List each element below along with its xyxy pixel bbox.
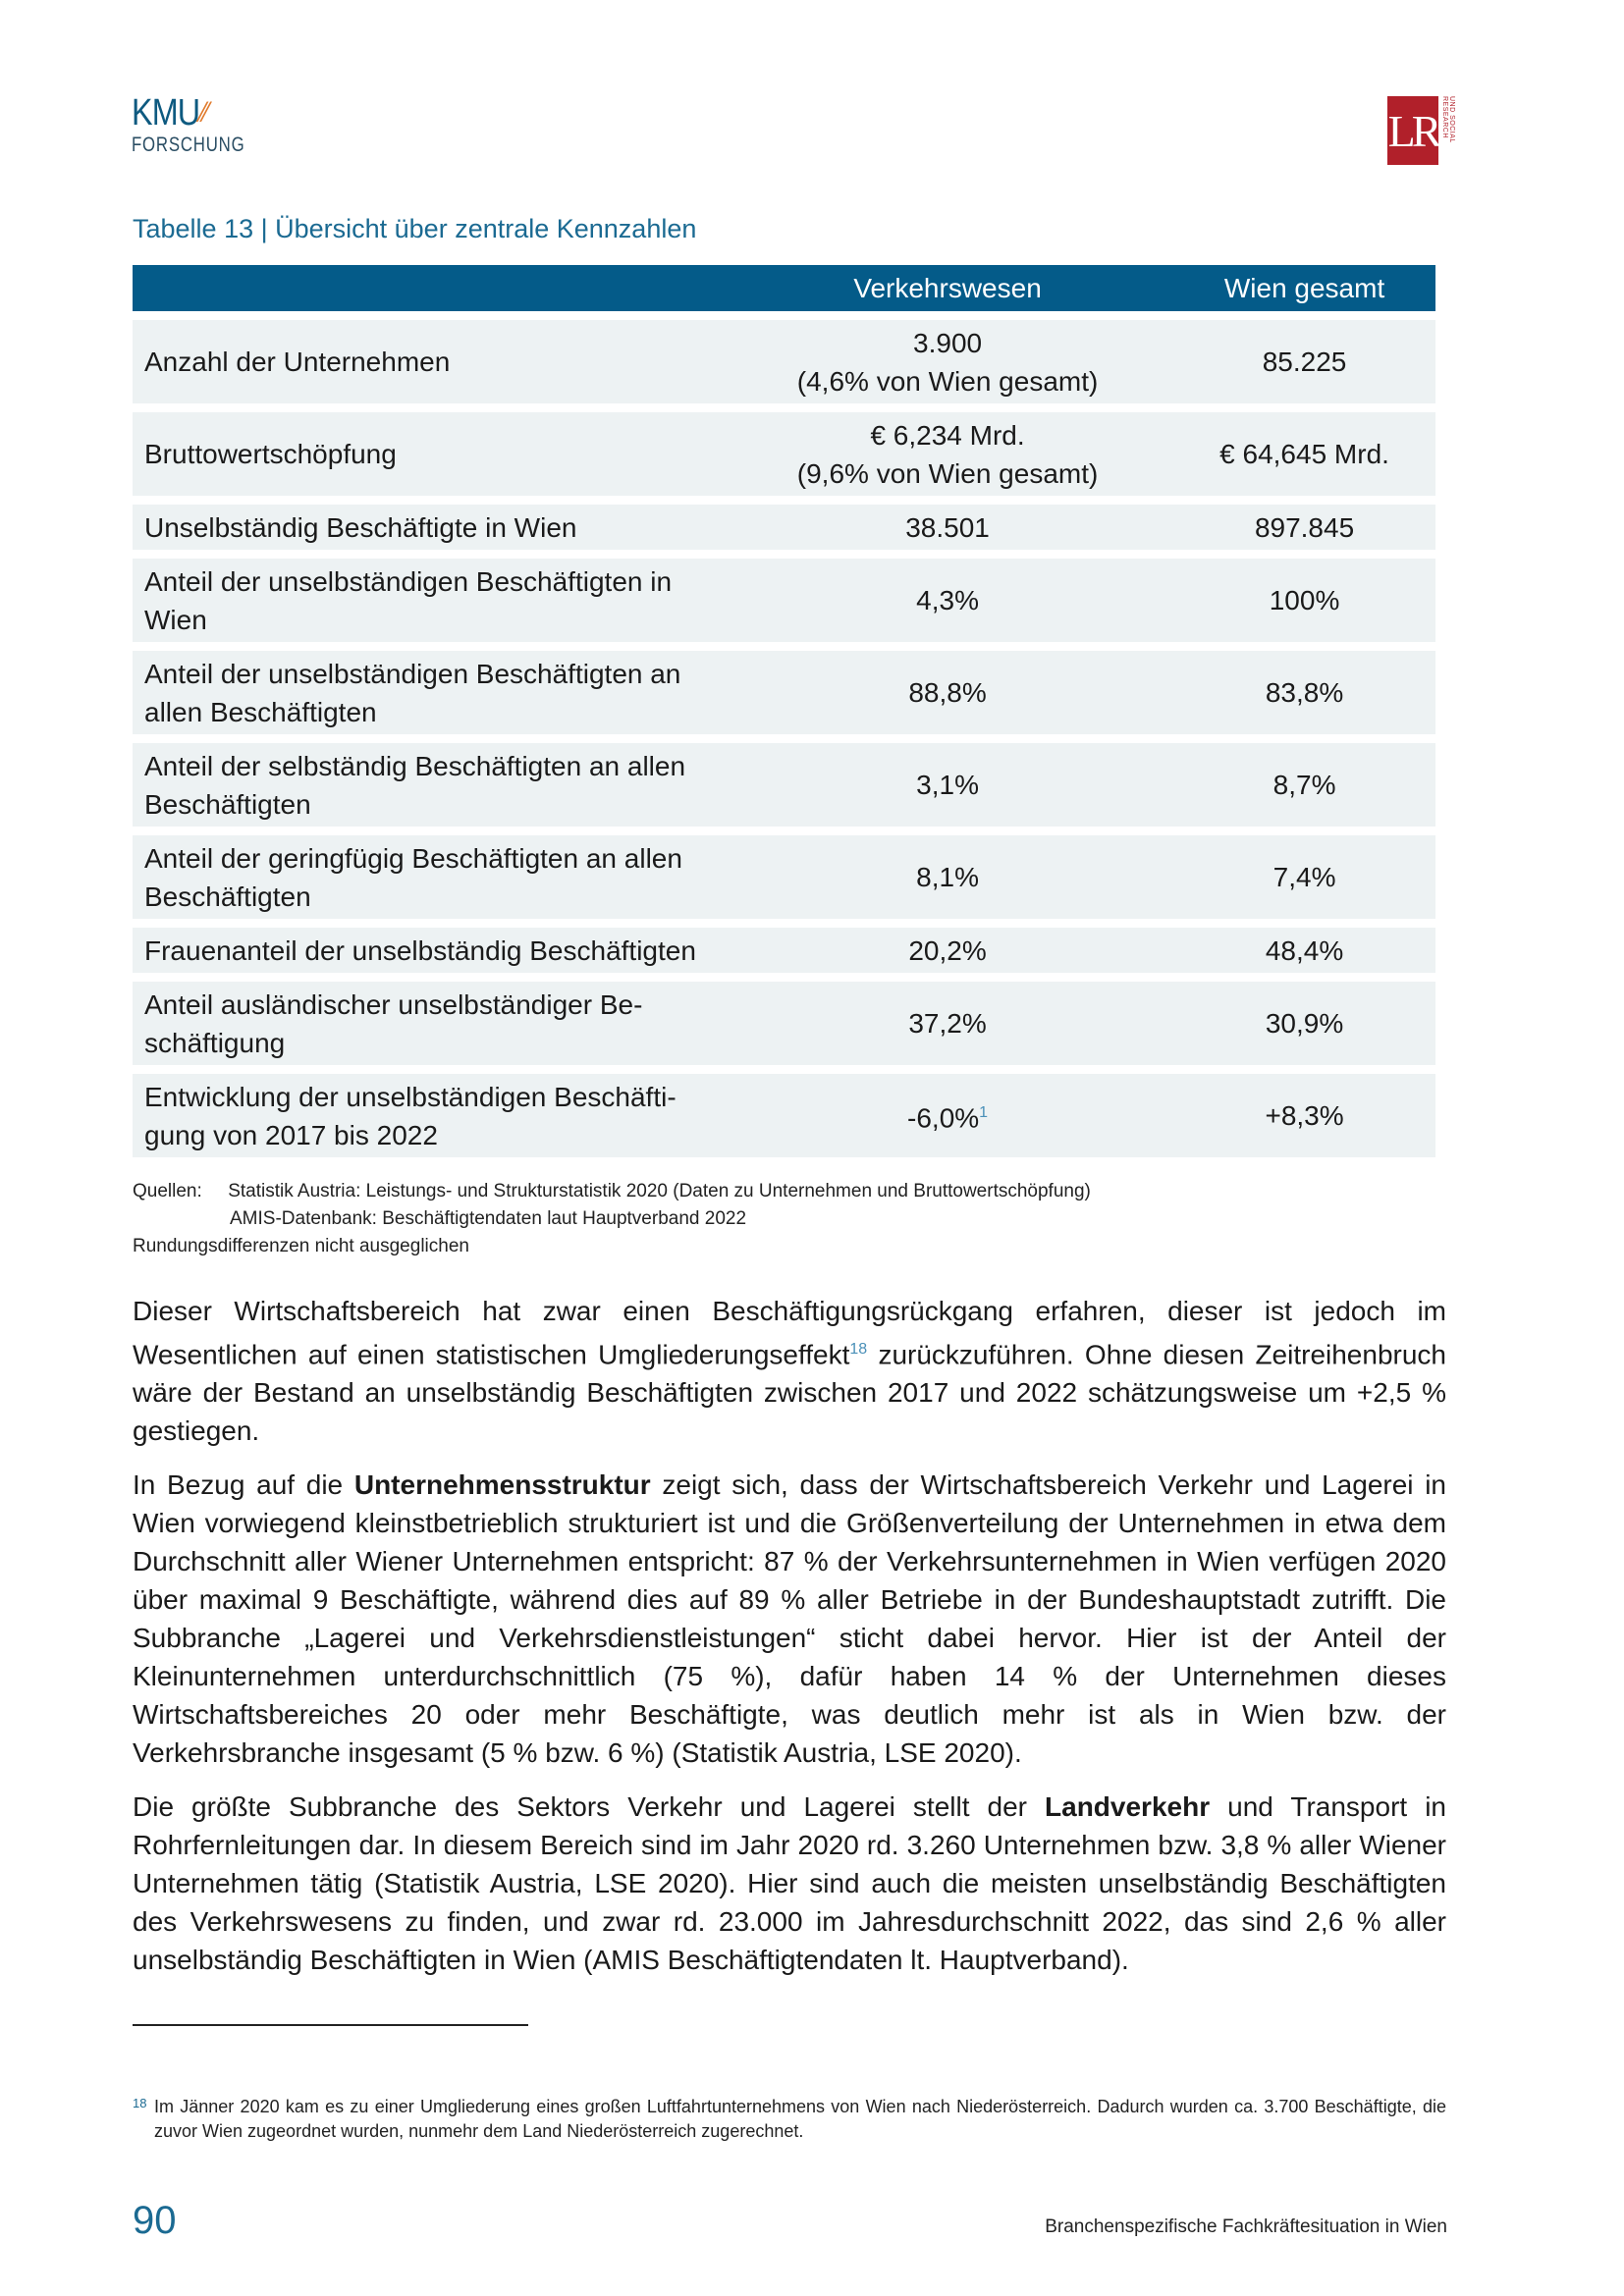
lr-logo-mark: LR [1387,96,1438,165]
label-text: Entwicklung der unselbständigen Beschäfti-gung von 2017 bis 2022 [144,1081,677,1150]
value: 88,8% [908,677,987,708]
paragraph [133,1292,1446,1450]
table-row [133,928,1435,973]
row-label [133,505,722,550]
footnote-text: Im Jänner 2020 kam es zu einer Umgliederung eines großen Luftfahrtunternehmens von Wien nach Niederösterreich. Dadurch wurden ca. 3.700 Beschäftigte, die zuvor Wien zugeordnet wurden, nunmehr dem Land Niederösterreich zugerechnet. [154,2097,1446,2141]
value-share: (9,6% von Wien gesamt) [796,457,1099,489]
cell-verkehrswesen [722,320,1173,403]
table-row [133,1074,1435,1157]
cell-verkehrswesen [722,982,1173,1065]
header-empty [133,265,722,311]
cell-verkehrswesen [722,743,1173,827]
lr-logo-side-text: UND SOCIAL RESEARCH [1441,96,1455,143]
cell-verkehrswesen [722,835,1173,919]
label-text: Anzahl der Unternehmen [144,347,451,377]
table-caption: Tabelle 13 | Übersicht über zentrale Kennzahlen [133,214,697,243]
value: 3,1% [916,770,979,800]
kmu-forschung-logo [132,94,273,157]
text: In Bezug auf die [133,1469,354,1501]
label-text: Anteil der unselbständigen Beschäftigten in Wien [144,565,673,635]
lr-social-research-logo [1387,96,1456,165]
row-label [133,928,722,973]
label-text: Anteil der selbständig Beschäftigten an allen Beschäftigten [144,750,686,820]
label-text: Anteil der geringfügig Beschäftigten an allen Beschäftigten [144,842,682,912]
text: zeigt sich, dass der Wirtschaftsbereich Verkehr und Lagerei in Wien vorwiegend kleinstbetrieblich strukturiert ist und die Größenverteilung der Unternehmen in etwa dem Durchschnitt aller Wiener Unternehmen entspricht: 87 % der Verkehrsunternehmen in Wien verfügen 2020 über maximal 9 Beschäftigte, während dies auf 89 % aller Betriebe in der Bundeshauptstadt zutrifft. Die Subbranche „Lagerei und Verkehrsdienstleistungen“ sticht dabei hervor. Hier ist der Anteil der Kleinunternehmen unterdurchschnittlich (75 %), dafür haben 14 % der Unternehmen dieses Wirtschaftsbereiches 20 oder mehr Beschäftigte, was deutlich mehr ist als in Wien bzw. der Verkehrsbranche insgesamt (5 % bzw. 6 %) (Statistik Austria, LSE 2020). [133,1469,1447,1769]
cell-wien-gesamt: 8,7% [1173,743,1435,827]
table-row [133,835,1435,919]
logo-subtext: FORSCHUNG [132,133,245,156]
text: zurückzuführen. Ohne diesen Zeitreihenbruch wäre der Bestand an unselbständig Beschäftigten zwischen 2017 und 2022 schätzungsweise um +2,5 % gestiegen. [133,1339,1446,1447]
body-text [133,1292,1446,1995]
row-label [133,559,722,642]
label-text: Bruttowertschöpfung [144,439,397,469]
cell-verkehrswesen [722,412,1173,496]
source-line: Statistik Austria: Leistungs- und Strukturstatistik 2020 (Daten zu Unternehmen und Bruttowertschöpfung) [228,1181,1091,1201]
row-label [133,651,722,734]
footnote-ref[interactable]: 18 [849,1341,868,1358]
label-text: Anteil der unselbständigen Beschäftigten an allen Beschäftigten [144,658,681,727]
source-line: AMIS-Datenbank: Beschäftigtendaten laut Hauptverband 2022 [230,1208,747,1229]
cell-verkehrswesen [722,505,1173,550]
table-header-row [133,265,1435,311]
cell-wien-gesamt: 48,4% [1173,928,1435,973]
cell-wien-gesamt: 85.225 [1173,320,1435,403]
bold-term: Unternehmensstruktur [353,1469,651,1501]
sources-label: Quellen: [133,1181,202,1201]
table-row [133,559,1435,642]
cell-wien-gesamt: € 64,645 Mrd. [1173,412,1435,496]
cell-verkehrswesen [722,559,1173,642]
table-sources [133,1178,1091,1260]
cell-wien-gesamt: +8,3% [1173,1074,1435,1157]
row-label [133,320,722,403]
header-wien-gesamt: Wien gesamt [1173,265,1435,311]
cell-verkehrswesen [722,651,1173,734]
cell-wien-gesamt: 100% [1173,559,1435,642]
cell-wien-gesamt: 7,4% [1173,835,1435,919]
label-text: Anteil ausländischer unselbständiger Be-schäftigung [144,988,643,1058]
table-row [133,505,1435,550]
footer-title: Branchenspezifische Fachkräftesituation in Wien [1045,2216,1447,2237]
text: Dieser Wirtschaftsbereich hat zwar einen Beschäftigungsrückgang erfahren, dieser ist jedoch im Wesentlichen auf einen statistischen Umgliederungseffekt [133,1296,1446,1370]
value: 4,3% [916,585,979,615]
table-row [133,651,1435,734]
row-label [133,743,722,827]
footnote-divider [133,2024,528,2026]
text: und Transport in Rohrfernleitungen dar. In diesem Bereich sind im Jahr 2020 rd. 3.260 Unternehmen bzw. 3,8 % aller Wiener Unternehmen tätig (Statistik Austria, LSE 2020). Hier sind auch die meisten unselbständig Beschäftigten des Verkehrswesens zu finden, und zwar rd. 23.000 im Jahresdurchschnitt 2022, das sind 2,6 % aller unselbständig Beschäftigten in Wien (AMIS Beschäftigtendaten lt. Hauptverband). [133,1791,1447,1976]
table-row [133,412,1435,496]
cell-wien-gesamt: 83,8% [1173,651,1435,734]
value-share: (4,6% von Wien gesamt) [796,365,1099,397]
label-text: Unselbständig Beschäftigte in Wien [144,511,577,543]
paragraph [133,1788,1446,1979]
row-label [133,1074,722,1157]
cell-verkehrswesen [722,1074,1173,1157]
value: 37,2% [908,1008,987,1039]
cell-wien-gesamt: 897.845 [1173,505,1435,550]
value: € 6,234 Mrd. [870,419,1025,451]
row-label [133,412,722,496]
cell-wien-gesamt: 30,9% [1173,982,1435,1065]
header-verkehrswesen: Verkehrswesen [722,265,1173,311]
row-label [133,835,722,919]
rounding-note: Rundungsdifferenzen nicht ausgeglichen [133,1236,469,1256]
logo-text: KMU [132,92,200,133]
key-figures-table [133,256,1435,1166]
label-text: Frauenanteil der unselbständig Beschäftigten [144,934,696,966]
table-row [133,982,1435,1065]
cell-verkehrswesen [722,928,1173,973]
value: 8,1% [916,862,979,892]
text: Die größte Subbranche des Sektors Verkehr und Lagerei stellt der [133,1791,1046,1823]
row-label [133,982,722,1065]
leaf-icon: ⁄⁄ [200,96,208,129]
table-row [133,743,1435,827]
value: 3.900 [913,327,983,358]
footnote [133,2095,1446,2144]
footnote-ref[interactable]: 1 [979,1104,989,1122]
footnote-number: 18 [133,2096,147,2110]
bold-term: Landverkehr [1045,1791,1211,1823]
value: 20,2% [908,934,987,966]
page-number: 90 [133,2199,177,2242]
value: 38.501 [905,511,990,543]
table-row [133,320,1435,403]
value: -6,0% [907,1102,980,1134]
paragraph [133,1466,1446,1772]
